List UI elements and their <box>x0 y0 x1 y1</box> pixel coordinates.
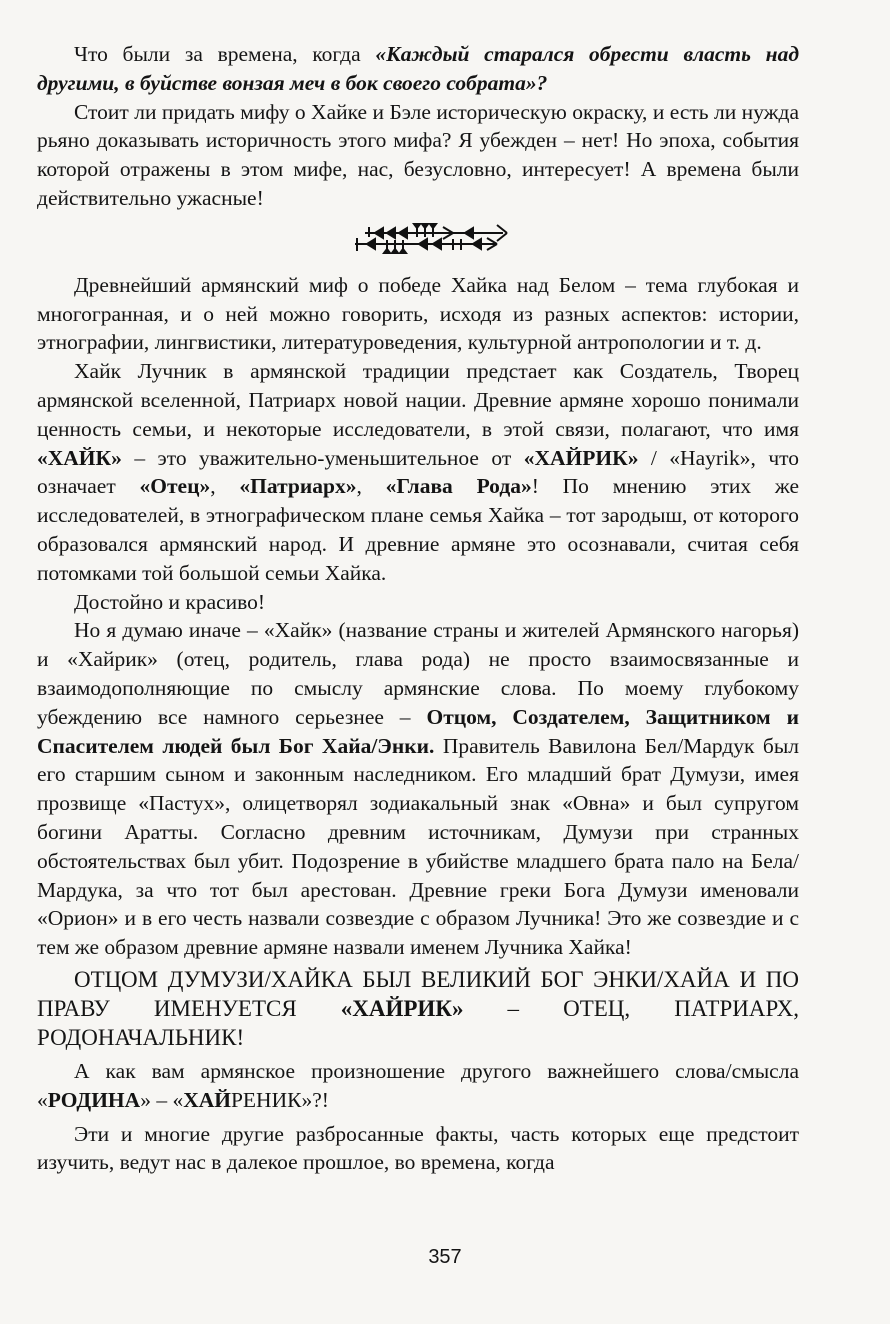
cuneiform-ornament-icon <box>347 219 519 257</box>
text-run: А как вам армянское произношение другого важнейшего слова/смысла « <box>37 1058 799 1112</box>
bold-statement: Отцом, Создателем, Защитником и Спасителем людей был Бог Хайа/Энки. <box>37 704 799 758</box>
text-run: Правитель Вавилона Бел/Мардук был его старшим сыном и законным наследником. Его младший брат Думузи, имея прозвище «Пастух», олицетворял зодиакальный знак «Овна» и был супругом богини Аратты. Согласно древним источникам, Думузи при странных обстоятельствах был убит. Подозрение в убийстве младшего брата пало на Бела/Мардука, за что тот был арестован. Древние греки Бога Думузи именовали «Орион» и в его честь назвали созвездие с образом Лучника! Это же созвездие и с тем же образом древние армяне назвали именем Лучника Хайка! <box>37 733 799 960</box>
bold-term: «Глава Рода» <box>385 474 532 499</box>
paragraph-capital-statement <box>37 965 799 1052</box>
text-run: / «Hayrik», что означает <box>37 445 799 499</box>
text-run: Что были за времена, когда <box>74 42 376 66</box>
text-column <box>37 40 799 1177</box>
paragraph-worthy: Достойно и красиво! <box>74 589 266 614</box>
paragraph-author-view <box>37 616 799 962</box>
bold-term: «ХАЙК» <box>37 445 122 470</box>
text-run: – это уважительно-уменьшительное от <box>121 445 524 470</box>
ornament-divider <box>37 213 799 271</box>
paragraph-question <box>37 40 799 98</box>
paragraph-scattered-facts: Эти и многие другие разбросанные факты, часть которых еще предстоит изучить, ведут нас в далекое прошлое, во времена, когда <box>37 1121 799 1175</box>
text-run: Хайк Лучник в армянской традиции предстает как Создатель, Творец армянской вселенной, Патриарх новой нации. Древние армяне хорошо понимали ценность семьи, и некоторые исследователи, в этой связи, полагают, что имя <box>37 359 799 441</box>
bold-term: «ХАЙРИК» <box>340 995 464 1021</box>
text-run: » – « <box>140 1087 184 1112</box>
paragraph-myth-history: Стоит ли придать мифу о Хайке и Бэле историческую окраску, и есть ли нужда рьяно доказывать историчность этого мифа? Я убежден – нет! Но эпоха, события которой отражены в этом мифе, нас, безусловно, интересует! А времена были действительно ужасные! <box>37 99 799 210</box>
quote-bold-italic: «Каждый старался обрести власть над другими, в буйстве вонзая меч в бок своего собрата»? <box>37 42 800 95</box>
text-run: ОТЦОМ ДУМУЗИ/ХАЙКА БЫЛ ВЕЛИКИЙ БОГ ЭНКИ/ХАЙА И ПО ПРАВУ ИМЕНУЕТСЯ <box>37 966 799 1021</box>
text-run: , <box>210 474 240 499</box>
text-run: – ОТЕЦ, ПАТРИАРХ, РОДОНАЧАЛЬНИК! <box>37 995 799 1050</box>
text-run: ! По мнению этих же исследователей, в этнографическом плане семья Хайка – тот зародыш, от которого образовался армянский народ. И древние армяне это осознавали, считая себя потомками той большой семьи Хайка. <box>37 474 800 585</box>
paragraph-hayk-archer <box>37 357 799 587</box>
bold-term: РОДИНА <box>47 1087 141 1112</box>
text-run: Но я думаю иначе – «Хайк» (название страны и жителей Армянского нагорья) и «Хайрик» (отец, родитель, глава рода) не просто взаимосвязанные и взаимодополняющие по смыслу армянские слова. По моему глубокому убеждению все намного серьезнее – <box>37 618 799 729</box>
bold-term: «Патриарх» <box>239 474 357 499</box>
paragraph-homeland <box>37 1057 799 1115</box>
bold-term: ХАЙ <box>183 1087 231 1112</box>
page-number: 357 <box>428 1246 462 1268</box>
bold-term: «Отец» <box>139 474 211 499</box>
text-run: РЕНИК»?! <box>230 1087 329 1112</box>
bold-term: «ХАЙРИК» <box>523 445 639 470</box>
paragraph-myth-aspects: Древнейший армянский миф о победе Хайка над Белом – тема глубокая и многогранная, и о ней можно говорить, исходя из разных аспектов: истории, этнографии, лингвистики, литературоведения, культурной антропологии и т. д. <box>37 272 799 355</box>
text-run: , <box>356 474 386 499</box>
